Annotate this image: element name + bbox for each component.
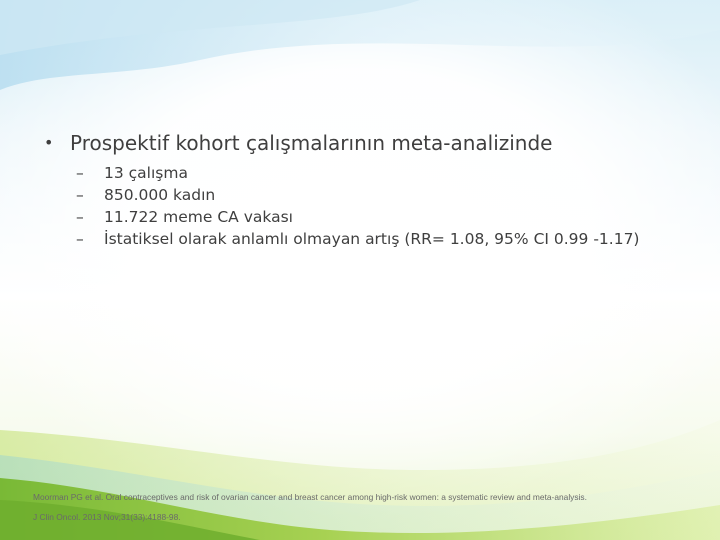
dash-icon: – [76,164,84,182]
dash-icon: – [76,208,84,226]
dash-icon: – [76,186,84,204]
bullet-text: Prospektif kohort çalışmalarının meta-analizinde [70,131,553,155]
sub-item-text: 13 çalışma [104,164,188,182]
dash-icon: – [76,230,84,248]
bullet-item [44,128,694,158]
citation-line: Moorman PG et al. Oral contraceptives and risk of ovarian cancer and breast cancer among high-risk women: a systematic review and meta-analysis. [33,492,587,502]
sub-item [76,228,694,250]
sub-item-text: 850.000 kadın [104,186,216,204]
citation [33,487,713,527]
sub-item [76,184,694,206]
sub-item-text: İstatiksel olarak anlamlı olmayan artış (RR= 1.08, 95% CI 0.99 -1.17) [104,230,640,248]
sub-bullet-list [76,162,694,250]
sub-item [76,206,694,228]
bullet-dot-icon: • [44,133,54,152]
citation-line: J Clin Oncol. 2013 Nov;31(33):4188-98. [33,512,181,522]
main-bullet-list [44,128,694,250]
sub-item-text: 11.722 meme CA vakası [104,208,293,226]
sub-item [76,162,694,184]
